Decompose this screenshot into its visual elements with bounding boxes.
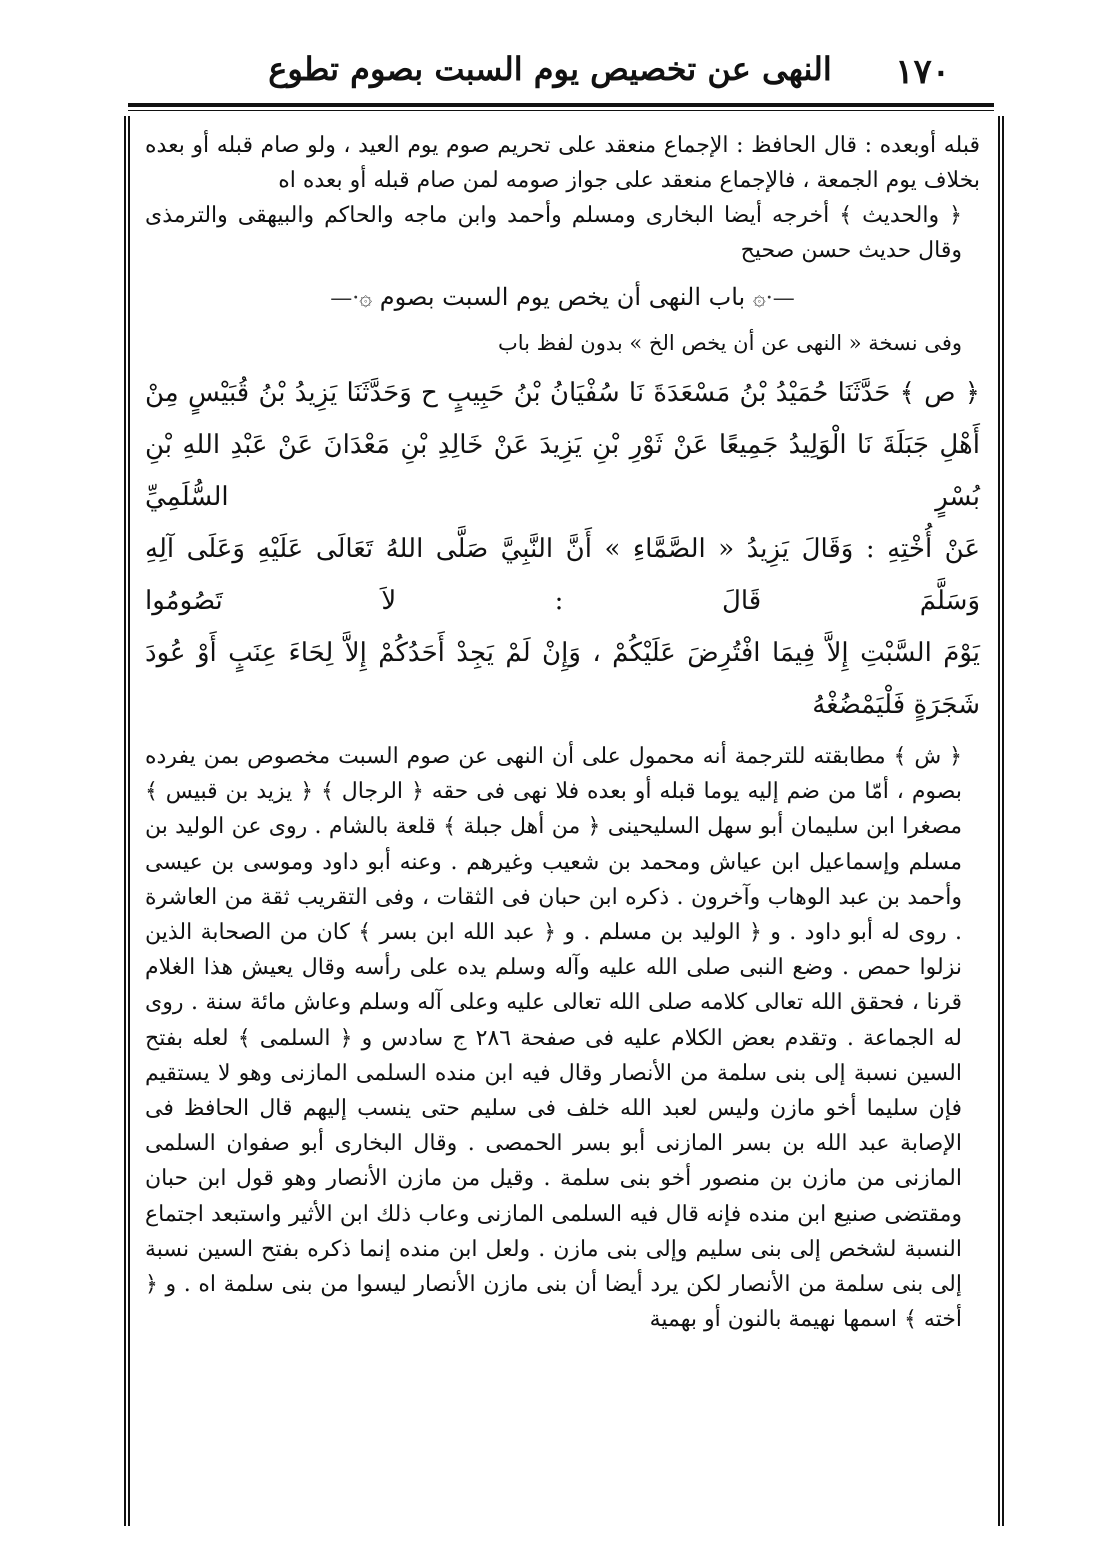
header-rule-thin: [128, 110, 994, 111]
running-title: النهى عن تخصيص يوم السبت بصوم تطوع: [268, 50, 832, 88]
page-header: [120, 40, 980, 100]
header-rule: [128, 103, 994, 107]
hadith-line: يَوْمَ السَّبْتِ إِلاَّ فِيمَا افْتُرِضَ عَلَيْكُمْ ، وَإِنْ لَمْ يَجِدْ أَحَدُكُمْ إِلاَّ لِحَاءَ عِنَبٍ أَوْ عُودَ شَجَرَةٍ فَلْيَمْضُغْهُ: [145, 638, 981, 720]
hadith-line: أَهْلِ جَبَلَةَ نَا الْوَلِيدُ جَمِيعًا عَنْ ثَوْرِ بْنِ يَزِيدَ عَنْ خَالِدِ بْنِ مَعْدَانَ عَنْ عَبْدِ اللهِ بْنِ بُسْرٍ السُّلَمِيِّ: [145, 430, 980, 512]
section-note: وفى نسخة « النهى عن أن يخص الخ » بدون لفظ باب: [497, 331, 962, 355]
ornament-left-icon: —·۞: [752, 286, 795, 311]
ornament-right-icon: ۞·—: [330, 286, 373, 311]
hadith-line: عَنْ أُخْتِهِ : وَقَالَ يَزِيدُ « الصَّمَّاءِ » أَنَّ النَّبِيَّ صَلَّى اللهُ تَعَالَى عَلَيْهِ وَعَلَى آلِهِ وَسَلَّمَ قَالَ : لاَ تَصُومُوا: [145, 534, 980, 616]
page-number: ١٧٠: [895, 52, 950, 92]
section-title: باب النهى أن يخص يوم السبت بصوم: [379, 283, 746, 311]
commentary-paragraph: ﴿ ش ﴾ مطابقته للترجمة أنه محمول على أن النهى عن صوم السبت مخصوص بمن يفرده بصوم ، أمّا من ضم إليه يوما قبله أو بعده فلا نهى فى حقه ﴿ الرجال ﴾ ﴿ يزيد بن قبيس ﴾ مصغرا ابن سليمان أبو سهل السليحينى ﴿ من أهل جبلة ﴾ قلعة بالشام . روى عن الوليد بن مسلم وإسماعيل ابن عياش ومحمد بن شعيب وغيرهم . وعنه أبو داود وموسى بن عيسى وأحمد بن عبد الوهاب وآخرون . ذكره ابن حبان فى الثقات ، وفى التقريب ثقة من العاشرة . روى له أبو داود . و ﴿ الوليد بن مسلم . و ﴿ عبد الله ابن بسر ﴾ كان من الصحابة الذين نزلوا حمص . وضع النبى صلى الله عليه وآله وسلم يده على رأسه وقال يعيش هذا الغلام قرنا ، فحقق الله تعالى كلامه صلى الله تعالى عليه وعلى آله وسلم وعاش مائة سنة . روى له الجماعة . وتقدم بعض الكلام عليه فى صفحة ٢٨٦ ج سادس و ﴿ السلمى ﴾ لعله بفتح السين نسبة إلى بنى سلمة من الأنصار وقال فيه ابن منده السلمى المازنى وهو لا يستقيم فإن سليما أخو مازن وليس لعبد الله خلف فى سليم حتى ينسب إليهم قال الحافظ فى الإصابة عبد الله بن بسر المازنى أبو بسر الحمصى . وقال البخارى أبو صفوان السلمى المازنى من مازن بن منصور أخو بنى سلمة . وقيل من مازن الأنصار وهو قول ابن حبان ومقتضى صنيع ابن منده فإنه قال فيه السلمى المازنى وعاب ذلك ابن الأثير واستبعد اجتماع النسبة لشخص إلى بنى سليم وإلى بنى مازن . ولعل ابن منده إنما ذكره بفتح السين نسبة إلى بنى سلمة من الأنصار لكن يرد أيضا أن بنى مازن الأنصار ليسوا من بنى سلمة اه . و ﴿ أخته ﴾ اسمها نهيمة بالنون أو بهمية: [145, 744, 963, 1333]
hadith-note: ﴿ والحديث ﴾ أخرجه أيضا البخارى ومسلم وأحمد وابن ماجه والحاكم والبيهقى والترمذى وقال حديث حسن صحيح: [145, 203, 962, 263]
hadith-line: ﴿ ص ﴾ حَدَّثَنَا حُمَيْدُ بْنُ مَسْعَدَةَ نَا سُفْيَانُ بْنُ حَبِيبٍ ح وَحَدَّثَنَا يَزِيدُ بْنُ قُبَيْسٍ مِنْ: [145, 378, 980, 408]
intro-paragraph: قبله أوبعده : قال الحافظ : الإجماع منعقد على تحريم صوم يوم العيد ، ولو صام قبله أو بعده بخلاف يوم الجمعة ، فالإجماع منعقد على جواز صومه لمن صام قبله أو بعده اه: [145, 133, 980, 193]
section-heading: [145, 280, 980, 316]
page-body: [145, 128, 980, 1516]
